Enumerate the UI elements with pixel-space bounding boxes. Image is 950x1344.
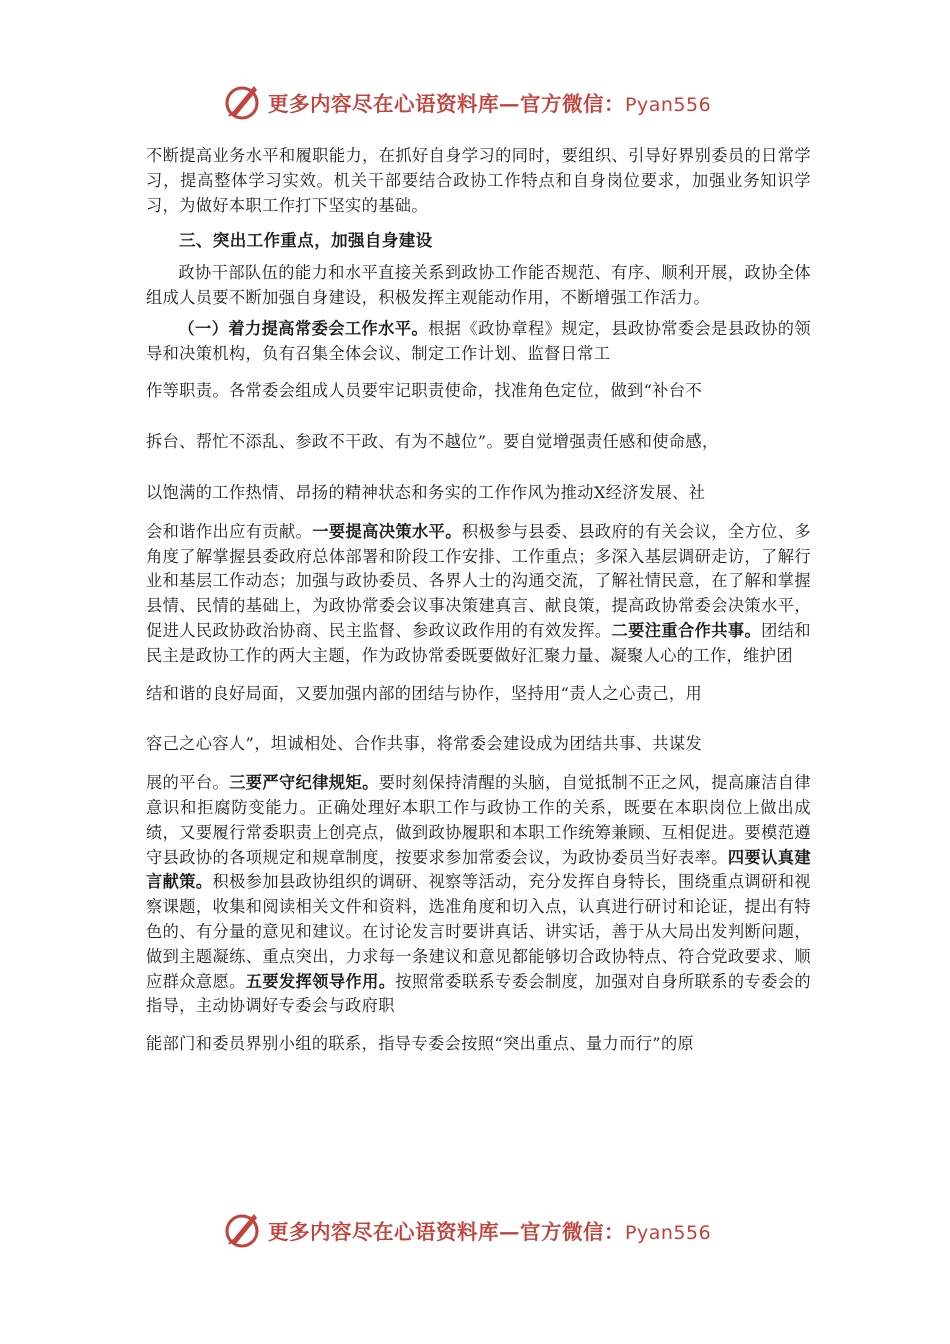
paragraph-1: 不断提高业务水平和履职能力，在抓好自身学习的同时，要组织、引导好界别委员的日常学习，提高整体学习实效。机关干部要结合政协工作特点和自身岗位要求，加强业务知识学习，为做好本职工作打下坚实的基础。 (146, 146, 811, 215)
point-4-title: 四要认真建言献策。 (146, 847, 811, 892)
document-body (146, 144, 811, 1057)
point-5-title: 五要发挥领导作用。 (245, 971, 396, 991)
paragraph-3-body-2: 展的平台。三要严守纪律规矩。要时刻保持清醒的头脑，自觉抵制不正之风，提高廉洁自律意识和拒腐防变能力。正确处理好本职工作与政协工作的关系，既要在本职岗位上做出成绩，又要履行常委职责上创亮点，做到政协履职和本职工作统筹兼顾、互相促进。要模范遵守县政协的各项规定和规章制度，按要求参加常委会议，为政协委员当好表率。四要认真建言献策。积极参加县政协组织的调研、视察等活动，充分发挥自身特长，围绕重点调研和视察课题，收集和阅读相关文件和资料，选准角度和切入点，认真进行研讨和论证，提出有特色的、有分量的意见和建议。在讨论发言时要讲真话、讲实话，善于从大局出发判断问题，做到主题凝练、重点突出，力求每一条建议和意见都能够切合政协特点、符合党政要求、顺应群众意愿。五要发挥领导作用。按照常委联系专委会制度，加强对自身所联系的专委会的指导，主动协调好专委会与政府职 (146, 773, 812, 1016)
header-banner (222, 82, 742, 122)
point-2-title: 二要注重合作共事。 (611, 620, 762, 640)
line-s2b: 结和谐的良好局面，又要加强内部的团结与协作，坚持用“责人之心责己，用 (146, 683, 703, 703)
paragraph-3-body: 会和谐作出应有贡献。一要提高决策水平。积极参与县委、县政府的有关会议，全方位、多角度了解掌握县委政府总体部署和阶段工作安排、工作重点；多深入基层调研走访，了解行业和基层工作动态；加强与政协委员、各界人士的沟通交流，了解社情民意，在了解和掌握县情、民情的基础上，为政协常委会议事决策建真言、献良策，提高政协常委会决策水平，促进人民政协政治协商、民主监督、参政议政作用的有效发挥。二要注重合作共事。团结和民主是政协工作的两大主题，作为政协常委既要做好汇聚力量、凝聚人心的工作，维护团 (146, 521, 812, 665)
line-s5b: 能部门和委员界别小组的联系，指导专委会按照“突出重点、量力而行”的原 (146, 1034, 695, 1054)
subsection-title-1: （一）着力提高常委会工作水平。 (178, 318, 429, 338)
banner-text: 更多内容尽在心语资料库—官方微信：Pyan556 (268, 92, 712, 116)
pen-circle-icon (222, 1210, 262, 1250)
section-heading-3: 三、突出工作重点，加强自身建设 (179, 231, 433, 251)
banner-text: 更多内容尽在心语资料库—官方微信：Pyan556 (268, 1220, 712, 1244)
footer-banner (222, 1210, 742, 1250)
line-p3d: 以饱满的工作热情、昂扬的精神状态和务实的工作作风为推动X经济发展、社 (146, 482, 706, 502)
line-p3c: 拆台、帮忙不添乱、参政不干政、有为不越位”。要自觉增强责任感和使命感， (146, 432, 719, 452)
pen-circle-icon (222, 82, 262, 122)
paragraph-2: 政协干部队伍的能力和水平直接关系到政协工作能否规范、有序、顺利开展，政协全体组成人员要不断加强自身建设，积极发挥主观能动作用，不断增强工作活力。 (146, 263, 811, 307)
point-3-title: 三要严守纪律规矩。 (229, 773, 379, 793)
paragraph-3-lead: （一）着力提高常委会工作水平。根据《政协章程》规定，县政协常委会是县政协的领导和决策机构，负有召集全体会议、制定工作计划、监督日常工 (146, 318, 812, 363)
line-s2c: 容己之心容人”，坦诚相处、合作共事，将常委会建设成为团结共事、共谋发 (146, 734, 703, 754)
point-1-title: 一要提高决策水平。 (312, 521, 462, 541)
line-p3b: 作等职责。各常委会组成人员要牢记职责使命，找准角色定位，做到“补台不 (146, 381, 703, 401)
